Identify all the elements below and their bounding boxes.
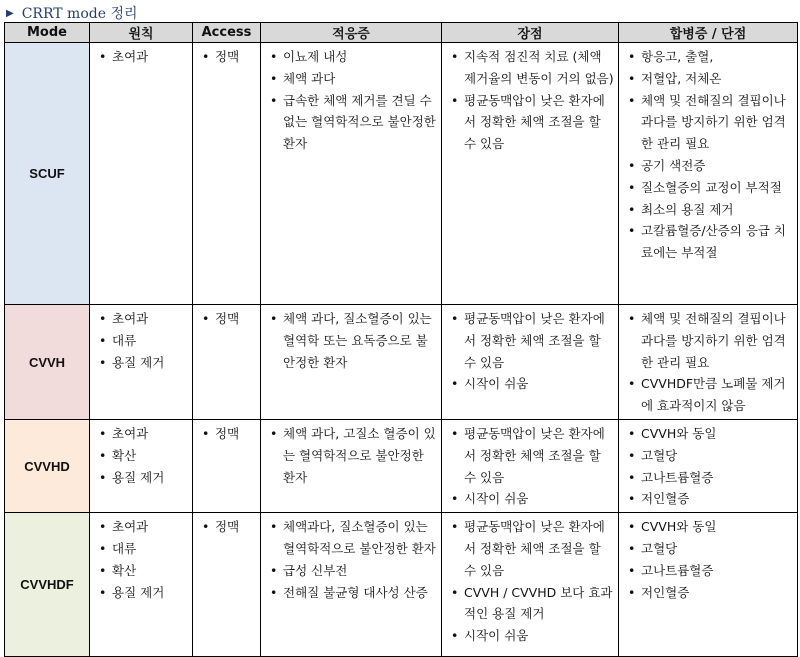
list-item: • 대류 <box>96 330 188 352</box>
indications-list <box>267 308 437 373</box>
list-item: • 체액 과다 <box>267 68 437 90</box>
mode-cell: CVVHD <box>5 420 90 513</box>
table-row <box>5 420 798 513</box>
list-item: • 저인혈증 <box>625 582 793 604</box>
list-item: • 공기 색전증 <box>625 155 793 177</box>
list-item: • 초여과 <box>96 46 188 68</box>
list-item: • 체액 과다, 고질소 혈증이 있는 혈역학적으로 불안정한 환자 <box>267 423 437 488</box>
principle-cell <box>90 305 193 420</box>
complications-list <box>625 46 793 264</box>
indications-cell <box>261 513 442 657</box>
list-item: • 이뇨제 내성 <box>267 46 437 68</box>
list-item: • 평균동맥압이 낮은 환자에서 정확한 체액 조절을 할 수 있음 <box>448 423 614 488</box>
list-item: • 시작이 쉬움 <box>448 625 614 647</box>
header-row <box>5 23 798 43</box>
indications-list <box>267 423 437 488</box>
indications-cell <box>261 43 442 305</box>
crrt-table <box>4 22 798 657</box>
list-item: • 초여과 <box>96 516 188 538</box>
list-item: • 고나트륨혈증 <box>625 467 793 489</box>
list-item: • 용질 제거 <box>96 352 188 374</box>
page-title <box>6 2 138 24</box>
indications-cell <box>261 305 442 420</box>
table-row <box>5 43 798 305</box>
list-item: • 고나트륨혈증 <box>625 560 793 582</box>
list-item: • 대류 <box>96 538 188 560</box>
complications-cell <box>619 420 798 513</box>
list-item: • 확산 <box>96 445 188 467</box>
principle-cell <box>90 513 193 657</box>
list-item: • 급성 신부전 <box>267 560 437 582</box>
access-cell <box>193 43 261 305</box>
indications-list <box>267 46 437 155</box>
list-item: • 평균동맥압이 낮은 환자에서 정확한 체액 조절을 할 수 있음 <box>448 90 614 155</box>
access-list <box>199 423 256 445</box>
complications-list <box>625 516 793 603</box>
table-row <box>5 513 798 657</box>
header-advantages: 장점 <box>442 23 619 43</box>
header-mode: Mode <box>5 23 90 43</box>
list-item: • 정맥 <box>199 46 256 68</box>
principle-list <box>96 308 188 373</box>
complications-cell <box>619 513 798 657</box>
list-item: • 고혈당 <box>625 538 793 560</box>
access-list <box>199 308 256 330</box>
principle-list <box>96 516 188 603</box>
list-item: • 체액 및 전해질의 결핍이나 과다를 방지하기 위한 엄격한 관리 필요 <box>625 90 793 155</box>
list-item: • 용질 제거 <box>96 467 188 489</box>
list-item: • CVVHDF만큼 노폐물 제거에 효과적이지 않음 <box>625 373 793 417</box>
access-cell <box>193 420 261 513</box>
complications-cell <box>619 305 798 420</box>
list-item: • 체액과다, 질소혈증이 있는 혈역학적으로 불안정한 환자 <box>267 516 437 560</box>
list-item: • 최소의 용질 제거 <box>625 199 793 221</box>
list-item: • 평균동맥압이 낮은 환자에서 정확한 체액 조절을 할 수 있음 <box>448 308 614 373</box>
list-item: • 초여과 <box>96 423 188 445</box>
list-item: • 체액 및 전해질의 결핍이나 과다를 방지하기 위한 엄격한 관리 필요 <box>625 308 793 373</box>
list-item: • 고칼륨혈증/산증의 응급 치료에는 부적절 <box>625 220 793 264</box>
mode-cell: CVVHDF <box>5 513 90 657</box>
list-item: • 저인혈증 <box>625 488 793 510</box>
list-item: • 저혈압, 저체온 <box>625 68 793 90</box>
indications-cell <box>261 420 442 513</box>
advantages-list <box>448 46 614 155</box>
access-cell <box>193 513 261 657</box>
list-item: • 초여과 <box>96 308 188 330</box>
header-complications: 합병증 / 단점 <box>619 23 798 43</box>
header-indications: 적응증 <box>261 23 442 43</box>
list-item: • 확산 <box>96 560 188 582</box>
list-item: • CVVH / CVVHD 보다 효과적인 용질 제거 <box>448 582 614 626</box>
list-item: • 정맥 <box>199 516 256 538</box>
principle-list <box>96 423 188 488</box>
list-item: • CVVH와 동일 <box>625 423 793 445</box>
advantages-cell <box>442 305 619 420</box>
complications-list <box>625 308 793 417</box>
mode-cell: SCUF <box>5 43 90 305</box>
list-item: • 전해질 불균형 대사성 산증 <box>267 582 437 604</box>
list-item: • 고혈당 <box>625 445 793 467</box>
advantages-cell <box>442 513 619 657</box>
header-access: Access <box>193 23 261 43</box>
access-cell <box>193 305 261 420</box>
list-item: • 시작이 쉬움 <box>448 373 614 395</box>
access-list <box>199 516 256 538</box>
advantages-cell <box>442 43 619 305</box>
list-item: • 용질 제거 <box>96 582 188 604</box>
list-item: • 지속적 점진적 치료 (체액 제거율의 변동이 거의 없음) <box>448 46 614 90</box>
advantages-list <box>448 308 614 395</box>
triangle-bullet-icon: ▶ <box>6 7 14 19</box>
table-row <box>5 305 798 420</box>
list-item: • 평균동맥압이 낮은 환자에서 정확한 체액 조절을 할 수 있음 <box>448 516 614 581</box>
list-item: • CVVH와 동일 <box>625 516 793 538</box>
list-item: • 항응고, 출혈, <box>625 46 793 68</box>
list-item: • 정맥 <box>199 423 256 445</box>
advantages-cell <box>442 420 619 513</box>
complications-cell <box>619 43 798 305</box>
list-item: • 급속한 체액 제거를 견딜 수 없는 혈역학적으로 불안정한 환자 <box>267 90 437 155</box>
list-item: • 정맥 <box>199 308 256 330</box>
title-text: CRRT mode 정리 <box>21 6 138 22</box>
advantages-list <box>448 423 614 510</box>
advantages-list <box>448 516 614 647</box>
mode-cell: CVVH <box>5 305 90 420</box>
access-list <box>199 46 256 68</box>
complications-list <box>625 423 793 510</box>
header-principle: 원칙 <box>90 23 193 43</box>
principle-cell <box>90 420 193 513</box>
principle-list <box>96 46 188 68</box>
list-item: • 질소혈증의 교정이 부적절 <box>625 177 793 199</box>
indications-list <box>267 516 437 603</box>
principle-cell <box>90 43 193 305</box>
list-item: • 시작이 쉬움 <box>448 488 614 510</box>
list-item: • 체액 과다, 질소혈증이 있는 혈역학 또는 요독증으로 불안정한 환자 <box>267 308 437 373</box>
